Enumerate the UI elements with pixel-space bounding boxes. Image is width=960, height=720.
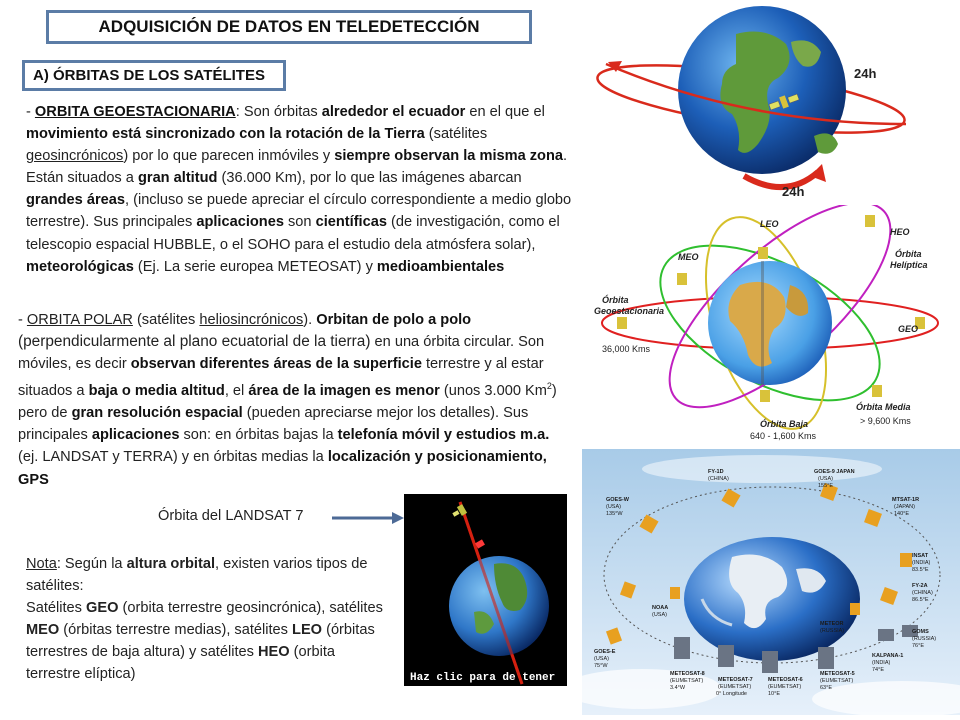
sat-noaa-name: NOAA xyxy=(652,605,669,611)
sat-mtsat-sub: (JAPAN) xyxy=(894,504,915,510)
label-orbita-media: Órbita Media xyxy=(856,402,911,412)
sat-insat-lon: 83.5°E xyxy=(912,567,929,573)
sat-goes9-sub: (USA) xyxy=(818,476,833,482)
sat-mtsat-lon: 140°E xyxy=(894,511,910,517)
landsat-caption: Órbita del LANDSAT 7 xyxy=(158,508,304,524)
label-geo-distance: 36,000 Kms xyxy=(602,344,651,354)
sat-meteosat6-name: METEOSAT-6 xyxy=(768,677,803,683)
sat-mtsat-name: MTSAT-1R xyxy=(892,497,920,503)
note-paragraph: Nota: Según la altura orbital, existen varios tipos de satélites: Satélites GEO (orbita terrestre geosincrónica), satélites MEO (órbitas terrestre medias), satélites LEO (órbitas terrestres de baja altura) y satélites HEO (orbita terrestre elíptica) xyxy=(26,556,383,682)
label-24h-top: 24h xyxy=(854,66,877,81)
sat-fy1d-sub: (CHINA) xyxy=(708,476,729,482)
sat-meteosat6-sub: (EUMETSAT) xyxy=(768,684,802,690)
sat-kalpana-sub: (INDIA) xyxy=(872,660,891,666)
sat-goese-name: GOES-E xyxy=(594,649,616,655)
label-geo-orbit-1: Órbita xyxy=(602,295,629,305)
sat-meteosat7-sub: (EUMETSAT) xyxy=(718,684,752,690)
label-24h-bottom: 24h xyxy=(782,184,805,199)
sat-fy2a-lon: 86.5°E xyxy=(912,597,929,603)
sat-insat-name: INSAT xyxy=(912,553,929,559)
click-text: Haz clic para de tener xyxy=(410,672,556,684)
meteo-satellites-image xyxy=(582,449,960,715)
arrow-right-icon xyxy=(330,508,406,528)
sat-meteor-sub: (RUSSIA) xyxy=(820,628,845,634)
label-helio-2: Helíptica xyxy=(890,260,928,270)
sat-fy1d-name: FY-1D xyxy=(708,469,724,475)
label-leo: LEO xyxy=(760,219,779,229)
sat-meteosat7-name: METEOSAT-7 xyxy=(718,677,753,683)
label-helio-1: Órbita xyxy=(895,249,922,259)
sat-goesw-lon: 135°W xyxy=(606,511,623,517)
label-meo: MEO xyxy=(678,252,699,262)
sat-goese-lon: 75°W xyxy=(594,663,608,669)
sat-meteosat5-lon: 63°E xyxy=(820,685,832,691)
sat-goesw-name: GOES-W xyxy=(606,497,629,503)
geostationary-orbit-image xyxy=(586,4,916,204)
sat-noaa-sub: (USA) xyxy=(652,612,667,618)
sat-meteosat7-lon: 0° Longitude xyxy=(716,691,747,697)
sat-meteosat8-name: METEOSAT-8 xyxy=(670,671,705,677)
polar-paragraph: - ORBITA POLAR (satélites heliosincrónicos). Orbitan de polo a polo (perpendicularmente al plano ecuatorial de la tierra) en una órbita circular. Son móviles, es decir observan diferentes áreas de la superficie terrestre y al estar situados a baja o media altitud, el área de la imagen es menor (unos 3.000 Km$^2$) pero de gran resolución espacial (pueden apreciarse mejor los detalles). Sus principales aplicaciones son: en órbitas bajas la telefonía móvil y estudios m.a. (ej. LANDSAT y TERRA) y en órbitas medias la localización y posicionamiento, GPS xyxy=(18,312,557,488)
sat-goms-name: GOMS xyxy=(912,629,929,635)
section-subtitle: A) ÓRBITAS DE LOS SATÉLITES xyxy=(22,60,286,91)
sat-goms-sub: (RUSSIA) xyxy=(912,636,937,642)
label-media-distance: > 9,600 Kms xyxy=(860,416,911,426)
landsat-orbit-image[interactable] xyxy=(404,494,567,686)
sat-fy2a-sub: (CHINA) xyxy=(912,590,933,596)
sat-goesw-sub: (USA) xyxy=(606,504,621,510)
sat-goms-lon: 76°E xyxy=(912,643,924,649)
page-title: ADQUISICIÓN DE DATOS EN TELEDETECCIÓN xyxy=(46,10,532,44)
sat-goes9-lon: 155°E xyxy=(818,483,834,489)
sat-kalpana-lon: 74°E xyxy=(872,667,884,673)
sat-meteosat5-name: METEOSAT-5 xyxy=(820,671,855,677)
sat-meteosat8-sub: (EUMETSAT) xyxy=(670,678,704,684)
geostationary-paragraph: - ORBITA GEOESTACIONARIA: Son órbitas alrededor el ecuador en el que el movimiento está sincronizado con la rotación de la Tierra (satélites geosincrónicos) por lo que parecen inmóviles y siempre observan la misma zona. Están situados a gran altitud (36.000 Km), por lo que las imágenes abarcan grandes áreas, (incluso se puede apreciar el círculo correspondiente a medio globo terrestre). Sus principales aplicaciones son científicas (de investigación, como el telescopio espacial HUBBLE, o el SOHO para el estudio dela atmósfera solar), meteorológicas (Ej. La serie europea METEOSAT) y medioambientales xyxy=(26,104,572,275)
sat-meteosat5-sub: (EUMETSAT) xyxy=(820,678,854,684)
label-baja-distance: 640 - 1,600 Kms xyxy=(750,431,817,441)
sat-meteosat8-lon: 3.4°W xyxy=(670,685,686,691)
label-orbita-baja: Órbita Baja xyxy=(760,419,809,429)
label-geo: GEO xyxy=(898,324,919,334)
sat-meteor-name: METEOR xyxy=(820,621,844,627)
sat-meteosat6-lon: 10°E xyxy=(768,691,780,697)
sat-goes9-name: GOES-9 JAPAN xyxy=(814,469,855,475)
orbit-types-image xyxy=(590,205,946,445)
label-heo: HEO xyxy=(890,227,910,237)
sat-kalpana-name: KALPANA-1 xyxy=(872,653,904,659)
sat-fy2a-name: FY-2A xyxy=(912,583,928,589)
sat-goese-sub: (USA) xyxy=(594,656,609,662)
label-geo-orbit-2: Geoestacionaria xyxy=(594,306,665,316)
sat-insat-sub: (INDIA) xyxy=(912,560,931,566)
